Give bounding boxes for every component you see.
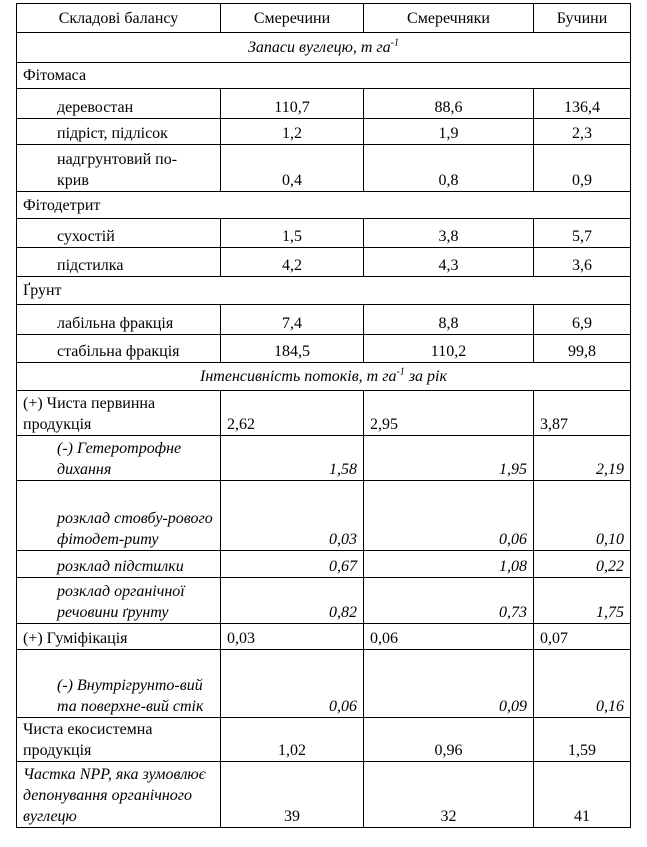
value-humification-spruce-stands: 0,06: [364, 624, 534, 650]
value-nep-beech: 1,59: [534, 718, 631, 762]
value-cell: 1,2: [221, 119, 364, 145]
value-cell: 0,8: [364, 145, 534, 192]
table-row: [17, 551, 631, 578]
value-cell: 3,6: [534, 248, 631, 277]
header-spruce-stands: Смеречняки: [364, 4, 534, 33]
value-runoff-spruce-stands: 0,09: [364, 650, 534, 718]
value-npp-spruce-stands: 2,95: [364, 391, 534, 436]
value-cell: 4,2: [221, 248, 364, 277]
value-npp-spruce-forests: 2,62: [221, 391, 364, 436]
group-label-phytomass: Фітомаса: [17, 63, 631, 89]
value-nep-spruce-stands: 0,96: [364, 718, 534, 762]
value-cell: 4,3: [364, 248, 534, 277]
value-cell: 1,58: [221, 436, 364, 481]
row-label: стабільна фракція: [17, 335, 221, 363]
value-humification-beech: 0,07: [534, 624, 631, 650]
value-share-beech: 41: [534, 762, 631, 828]
value-cell: 7,4: [221, 305, 364, 335]
table-row-npp-share: [17, 762, 631, 828]
table-row: [17, 578, 631, 624]
table-row: [17, 219, 631, 248]
row-label: підстилка: [17, 248, 221, 277]
value-cell: 1,5: [221, 219, 364, 248]
row-label: розклад підстилки: [17, 551, 221, 578]
value-humification-spruce-forests: 0,03: [221, 624, 364, 650]
table-row-humification: [17, 624, 631, 650]
value-cell: 110,2: [364, 335, 534, 363]
value-cell: 8,8: [364, 305, 534, 335]
value-cell: 0,03: [221, 481, 364, 551]
row-label: деревостан: [17, 89, 221, 119]
row-label-npp-share: Частка NPP, яка зумовлює депонування органічного вуглецю: [17, 762, 221, 828]
value-cell: 110,7: [221, 89, 364, 119]
table-row: [17, 145, 631, 192]
row-label-npp: (+) Чиста первинна продукція: [17, 391, 221, 436]
value-share-spruce-forests: 39: [221, 762, 364, 828]
table-row: [17, 89, 631, 119]
carbon-balance-table: [16, 3, 631, 828]
row-label-humification: (+) Гуміфікація: [17, 624, 221, 650]
group-label-soil: Ґрунт: [17, 277, 631, 305]
value-cell: 0,73: [364, 578, 534, 624]
value-cell: 88,6: [364, 89, 534, 119]
value-cell: 0,10: [534, 481, 631, 551]
value-nep-spruce-forests: 1,02: [221, 718, 364, 762]
value-runoff-beech: 0,16: [534, 650, 631, 718]
table-row: [17, 248, 631, 277]
group-row-soil: [17, 277, 631, 305]
value-cell: 99,8: [534, 335, 631, 363]
row-label: лабільна фракція: [17, 305, 221, 335]
table-row-runoff: [17, 650, 631, 718]
section-title-stocks-sup: -1: [390, 37, 399, 49]
header-spruce-forests: Смеречини: [221, 4, 364, 33]
header-components: Складові балансу: [17, 4, 221, 33]
section-title-fluxes-pre: Інтенсивність потоків, т га: [200, 368, 397, 385]
value-cell: 1,08: [364, 551, 534, 578]
value-cell: 5,7: [534, 219, 631, 248]
table-row: [17, 305, 631, 335]
table-row: [17, 335, 631, 363]
value-cell: 1,95: [364, 436, 534, 481]
table-row-npp: [17, 391, 631, 436]
value-cell: 3,8: [364, 219, 534, 248]
section-title-stocks: [17, 33, 631, 63]
header-beech-forests: Бучини: [534, 4, 631, 33]
value-cell: 2,19: [534, 436, 631, 481]
section-row-stocks: [17, 33, 631, 63]
value-cell: 0,67: [221, 551, 364, 578]
value-cell: 1,75: [534, 578, 631, 624]
table-row: [17, 119, 631, 145]
section-title-fluxes: [17, 363, 631, 391]
value-cell: 2,3: [534, 119, 631, 145]
section-title-stocks-text: Запаси вуглецю, т га: [248, 39, 391, 56]
table-row-nep: [17, 718, 631, 762]
value-cell: 136,4: [534, 89, 631, 119]
value-cell: 1,9: [364, 119, 534, 145]
row-label-runoff: (-) Внутрігрунто-вий та поверхне-вий стік: [17, 650, 221, 718]
section-row-fluxes: [17, 363, 631, 391]
value-cell: 6,9: [534, 305, 631, 335]
row-label: розклад стовбу-рового фітодет-риту: [17, 481, 221, 551]
value-share-spruce-stands: 32: [364, 762, 534, 828]
section-title-fluxes-sup: -1: [396, 366, 405, 378]
row-label: підріст, підлісок: [17, 119, 221, 145]
section-title-fluxes-post: за рік: [404, 368, 447, 385]
group-row-phytomass: [17, 63, 631, 89]
value-runoff-spruce-forests: 0,06: [221, 650, 364, 718]
row-label: сухостій: [17, 219, 221, 248]
group-row-detritus: [17, 192, 631, 219]
value-cell: 0,82: [221, 578, 364, 624]
table-row: [17, 436, 631, 481]
value-cell: 0,06: [364, 481, 534, 551]
value-cell: 0,9: [534, 145, 631, 192]
value-cell: 0,22: [534, 551, 631, 578]
value-npp-beech: 3,87: [534, 391, 631, 436]
row-label: розклад органічної речовини ґрунту: [17, 578, 221, 624]
value-cell: 184,5: [221, 335, 364, 363]
value-cell: 0,4: [221, 145, 364, 192]
group-label-detritus: Фітодетрит: [17, 192, 631, 219]
row-label: надгрунтовий по- крив: [17, 145, 221, 192]
table-row: [17, 481, 631, 551]
row-label-nep: Чиста екосистемна продукція: [17, 718, 221, 762]
header-row: [17, 4, 631, 33]
row-label: (-) Гетеротрофне дихання: [17, 436, 221, 481]
